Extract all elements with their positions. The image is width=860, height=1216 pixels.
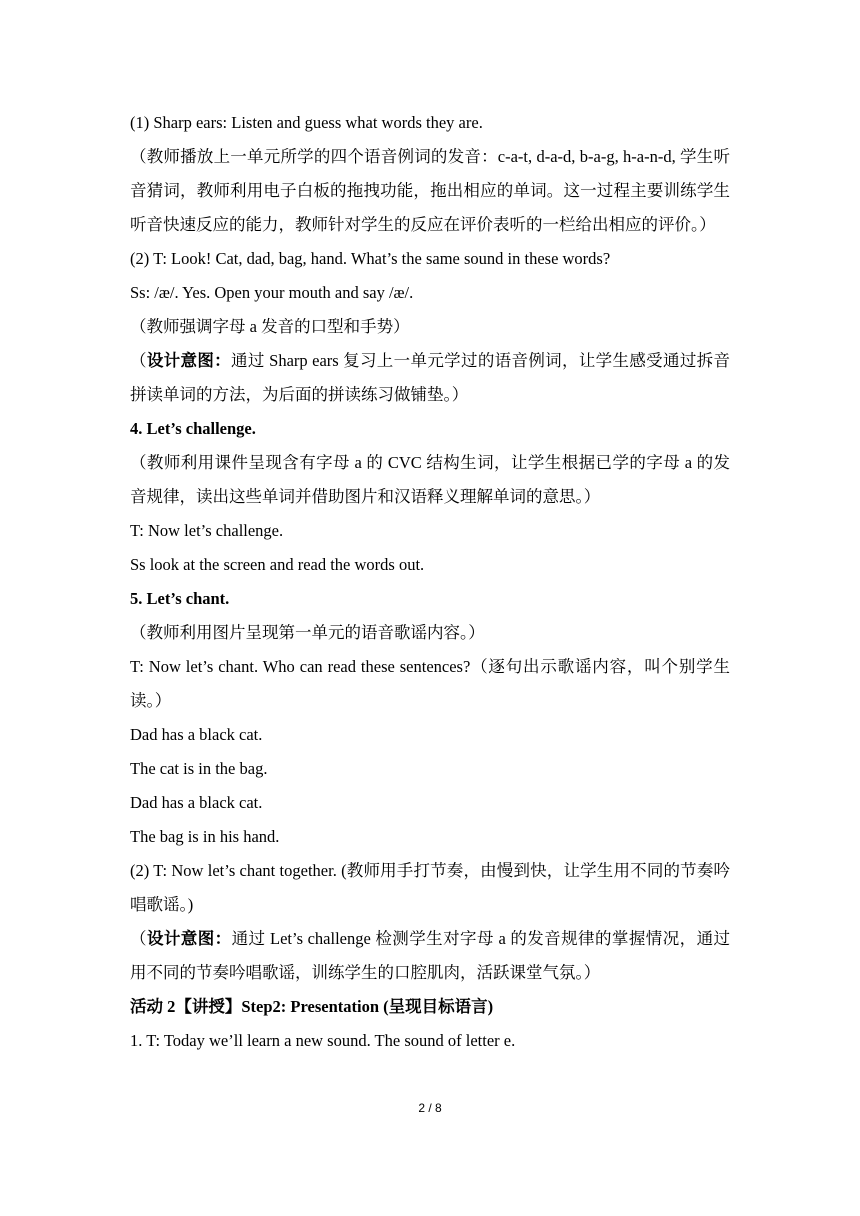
paragraph: （教师强调字母 a 发音的口型和手势）: [130, 317, 410, 336]
paren-open: （: [130, 929, 147, 948]
paragraph: Ss: /æ/. Yes. Open your mouth and say /æ/.: [130, 283, 414, 302]
paragraph: Ss look at the screen and read the words out.: [130, 555, 425, 574]
paragraph: T: Now let’s challenge.: [130, 521, 284, 540]
design-intent-text: 通过 Let’s challenge 检测学生对字母 a 的发音规律的掌握情况，通过用不同的节奏吟唱歌谣，训练学生的口腔肌肉，活跃课堂气氛。）: [130, 929, 731, 982]
page-body: [130, 106, 730, 1058]
paragraph: (2) T: Look! Cat, dad, bag, hand. What’s the same sound in these words?: [130, 249, 611, 268]
activity-heading: 活动 2【讲授】Step2: Presentation (呈现目标语言): [130, 997, 494, 1016]
design-intent-text: 通过 Sharp ears 复习上一单元学过的语音例词，让学生感受通过拆音拼读单词的方法，为后面的拼读练习做铺垫。）: [130, 351, 731, 404]
section-heading: 5. Let’s chant.: [130, 589, 230, 608]
paragraph: T: Now let’s chant. Who can read these sentences?（逐句出示歌谣内容，叫个别学生读。）: [130, 657, 730, 710]
chant-line: The bag is in his hand.: [130, 827, 280, 846]
design-intent-label: 设计意图：: [146, 929, 232, 948]
chant-line: Dad has a black cat.: [130, 793, 263, 812]
paragraph: (2) T: Now let’s chant together. (教师用手打节奏，由慢到快，让学生用不同的节奏吟唱歌谣。): [130, 861, 730, 914]
paren-open: （: [130, 351, 147, 370]
paragraph: （教师利用课件呈现含有字母 a 的 CVC 结构生词，让学生根据已学的字母 a 的发音规律，读出这些单词并借助图片和汉语释义理解单词的意思。）: [130, 453, 730, 506]
design-intent-paragraph: [130, 922, 730, 990]
section-heading: 4. Let’s challenge.: [130, 419, 256, 438]
paragraph: (1) Sharp ears: Listen and guess what words they are.: [130, 113, 483, 132]
design-intent-label: 设计意图：: [146, 351, 232, 370]
chant-line: Dad has a black cat.: [130, 725, 263, 744]
paragraph: 1. T: Today we’ll learn a new sound. The sound of letter e.: [130, 1031, 516, 1050]
design-intent-paragraph: [130, 344, 730, 412]
paragraph: （教师利用图片呈现第一单元的语音歌谣内容。）: [130, 623, 485, 642]
chant-line: The cat is in the bag.: [130, 759, 268, 778]
paragraph: （教师播放上一单元所学的四个语音例词的发音：c-a-t, d-a-d, b-a-g, h-a-n-d, 学生听音猜词，教师利用电子白板的拖拽功能，拖出相应的单词。这一过程主要训练学生听音快速反应的能力，教师针对学生的反应在评价表听的一栏给出相应的评价。）: [130, 147, 730, 234]
page-number: 2 / 8: [418, 1101, 442, 1115]
